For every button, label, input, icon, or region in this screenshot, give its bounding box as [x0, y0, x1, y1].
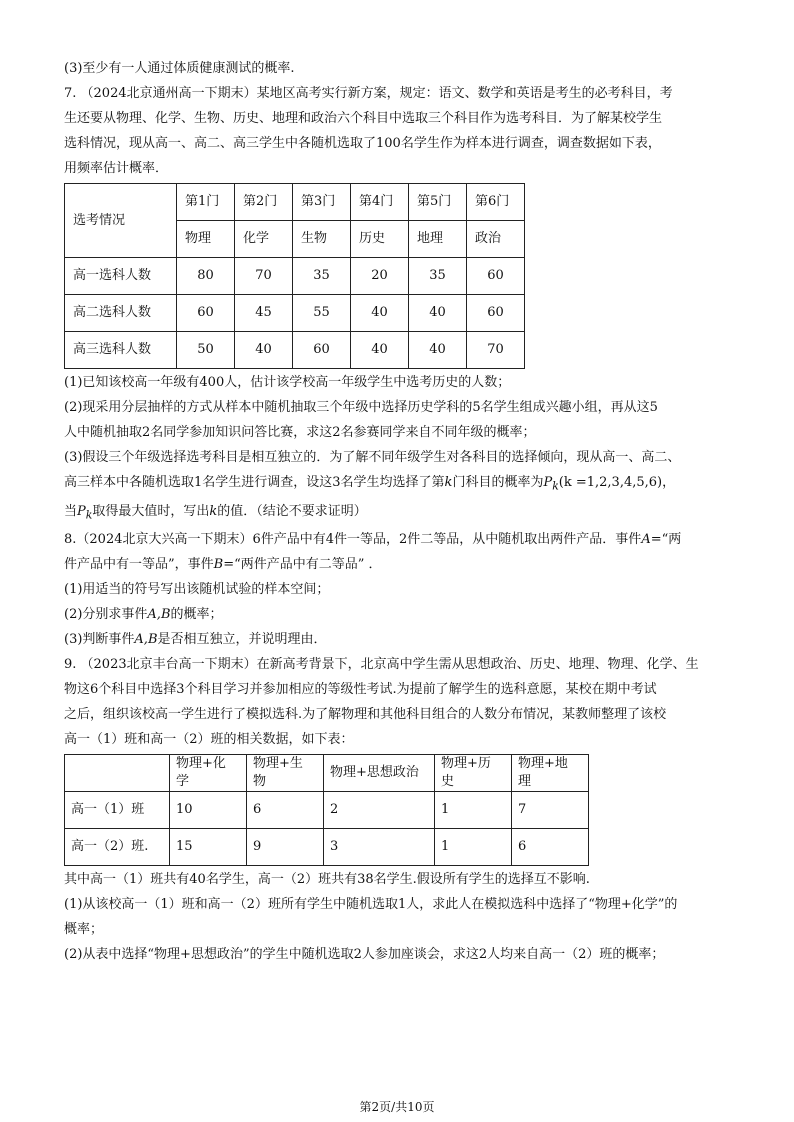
- table-corner-cell: 选考情况: [65, 184, 177, 258]
- math-var-k: k: [209, 503, 218, 519]
- row-label: 高二选科人数: [65, 295, 177, 332]
- row-label: 高一（2）班.: [65, 829, 170, 866]
- text-run: =“两件产品中有二等品” ．: [223, 557, 382, 573]
- row-label: 高三选科人数: [65, 332, 177, 369]
- table-cell: 45: [235, 295, 293, 332]
- q7-stem-line4: 用频率估计概率．: [64, 161, 169, 176]
- math-subscript-k: k: [85, 508, 93, 522]
- table-cell: 6: [512, 829, 589, 866]
- q7-part1: (1)已知该校高一年级有400人，估计该学校高一年级学生中选考历史的人数；: [64, 375, 511, 390]
- table-cell: 7: [512, 792, 589, 829]
- table-cell: 55: [293, 295, 351, 332]
- table-cell: 40: [351, 332, 409, 369]
- text-run: 的概率；: [170, 607, 223, 623]
- table-cell: 70: [235, 258, 293, 295]
- table-cell: 9: [247, 829, 324, 866]
- q9-stem-line2: 物这6个科目中选择3个科目学习并参加相应的等级性考试.为提前了解学生的选科意愿，某校在期中考试: [64, 682, 657, 698]
- table-corner-cell: [65, 755, 170, 792]
- math-var-ab: A,B: [147, 607, 171, 623]
- table-cell: 60: [467, 258, 525, 295]
- page-number-footer: 第2页/共10页: [359, 1100, 435, 1114]
- q9-part1-line2: 概率；: [64, 922, 104, 938]
- table-cell: 40: [409, 295, 467, 332]
- table-cell: 50: [177, 332, 235, 369]
- table-cell: 10: [170, 792, 247, 829]
- text-run: 取得最大值时，写出: [92, 503, 210, 519]
- text-run: 门科目的概率为: [452, 475, 544, 490]
- math-var-ab: A,B: [134, 632, 158, 648]
- table-row: [65, 295, 525, 332]
- q8-part3: [64, 627, 732, 652]
- table-cell: 80: [177, 258, 235, 295]
- table-row: [65, 258, 525, 295]
- q9-stem-line1: 9. （2023北京丰台高一下期末）在新高考背景下，北京高中学生需从思想政治、历史、地理、物理、化学、生: [64, 657, 699, 673]
- table-cell: 35: [409, 258, 467, 295]
- math-var-p: P: [543, 475, 553, 490]
- math-var-b: B: [213, 557, 224, 573]
- text-run: 高三样本中各随机选取1名学生进行调查，设这3名学生均选择了第: [64, 475, 445, 490]
- table-cell: 60: [293, 332, 351, 369]
- table-cell: 1: [435, 792, 512, 829]
- subject-header: 物理: [177, 221, 235, 258]
- table-cell: 3: [324, 829, 435, 866]
- table-row: [65, 755, 589, 792]
- text-run: 8.（2024北京大兴高一下期末）6件产品中有4件一等品，2件二等品，从中随机取出两件产品．事件: [64, 532, 642, 548]
- combo-header: 物理+历史: [435, 755, 512, 792]
- q7-part3-line2: [64, 470, 732, 499]
- table-cell: 2: [324, 792, 435, 829]
- table-cell: 60: [467, 295, 525, 332]
- table-cell: 70: [467, 332, 525, 369]
- q7-part2-line2: 人中随机抽取2名同学参加知识问答比赛，求这2名参赛同学来自不同年级的概率；: [64, 425, 536, 440]
- table-row: [65, 332, 525, 369]
- table-cell: 15: [170, 829, 247, 866]
- combo-header: 物理+地理: [512, 755, 589, 792]
- combo-header: 物理+思想政治: [324, 755, 435, 792]
- table-cell: 40: [235, 332, 293, 369]
- table-row: [65, 792, 589, 829]
- slot-header: 第1门: [177, 184, 235, 221]
- q7-stem-line3: 选科情况，现从高一、高二、高三学生中各随机选取了100名学生作为样本进行调查，调查数据如下表，: [64, 136, 661, 151]
- q7-survey-table: [64, 183, 525, 369]
- table-cell: 40: [351, 295, 409, 332]
- q8-stem-line1: [64, 527, 732, 552]
- q7-part3-line1: (3)假设三个年级选择选考科目是相互独立的．为了解不同年级学生对各科目的选择倾向，现从高一、高二、: [64, 450, 681, 465]
- text-run: =“两: [650, 532, 682, 548]
- q7-part3-line3: [64, 499, 732, 528]
- q9-class-table: [64, 754, 589, 866]
- text-run: (3)判断事件: [64, 632, 135, 648]
- subject-header: 历史: [351, 221, 409, 258]
- row-label: 高一选科人数: [65, 258, 177, 295]
- page-content: [64, 56, 732, 967]
- table-cell: 35: [293, 258, 351, 295]
- text-run: 件产品中有一等品”，事件: [64, 557, 214, 573]
- math-var-a: A: [641, 532, 651, 548]
- q7-stem-line2: 生还要从物理、化学、生物、历史、地理和政治六个科目中选取三个科目作为选考科目．为了解某校学生: [64, 111, 663, 126]
- combo-header: 物理+化学: [170, 755, 247, 792]
- math-var-k: k: [444, 475, 453, 490]
- subject-header: 政治: [467, 221, 525, 258]
- table-cell: 40: [409, 332, 467, 369]
- q7-part2-line1: (2)现采用分层抽样的方式从样本中随机抽取三个年级中选择历史学科的5名学生组成兴趣小组，再从这5: [64, 400, 658, 415]
- q8-part1: (1)用适当的符号写出该随机试验的样本空间；: [64, 582, 330, 598]
- text-run: (2)分别求事件: [64, 607, 148, 623]
- math-subscript-k: k: [552, 479, 559, 493]
- slot-header: 第6门: [467, 184, 525, 221]
- table-row: [65, 829, 589, 866]
- table-row: [65, 184, 525, 221]
- table-cell: 6: [247, 792, 324, 829]
- table-cell: 60: [177, 295, 235, 332]
- subject-header: 化学: [235, 221, 293, 258]
- text-run: 当: [64, 503, 78, 519]
- table-cell: 20: [351, 258, 409, 295]
- q9-stem-line3: 之后，组织该校高一学生进行了模拟选科.为了解物理和其他科目组合的人数分布情况，某教师整理了该校: [64, 707, 667, 723]
- slot-header: 第2门: [235, 184, 293, 221]
- text-run: 是否相互独立，并说明理由．: [157, 632, 327, 648]
- slot-header: 第3门: [293, 184, 351, 221]
- q6-part3: (3)至少有一人通过体质健康测试的概率.: [64, 61, 295, 76]
- text-run: 的值．（结论不要求证明）: [217, 503, 367, 519]
- q9-part2: (2)从表中选择“物理+思想政治”的学生中随机选取2人参加座谈会，求这2人均来自高一（2）班的概率；: [64, 947, 665, 963]
- slot-header: 第5门: [409, 184, 467, 221]
- q7-stem-line1: 7. （2024北京通州高一下期末）某地区高考实行新方案，规定：语文、数学和英语是考生的必考科目，考: [64, 86, 673, 101]
- combo-header: 物理+生物: [247, 755, 324, 792]
- table-cell: 1: [435, 829, 512, 866]
- q9-stem-line4: 高一（1）班和高一（2）班的相关数据，如下表：: [64, 732, 354, 748]
- row-label: 高一（1）班: [65, 792, 170, 829]
- q9-part1-line1: (1)从该校高一（1）班和高一（2）班所有学生中随机选取1人，求此人在模拟选科中选择了“物理+化学”的: [64, 897, 678, 913]
- q9-note: 其中高一（1）班共有40名学生，高一（2）班共有38名学生.假设所有学生的选择互不影响.: [64, 872, 590, 888]
- q8-part2: [64, 602, 732, 627]
- math-var-p: P: [77, 503, 86, 519]
- subject-header: 生物: [293, 221, 351, 258]
- subject-header: 地理: [409, 221, 467, 258]
- slot-header: 第4门: [351, 184, 409, 221]
- text-run: (k =1,2,3,4,5,6)，: [558, 475, 676, 490]
- q8-stem-line2: [64, 552, 732, 577]
